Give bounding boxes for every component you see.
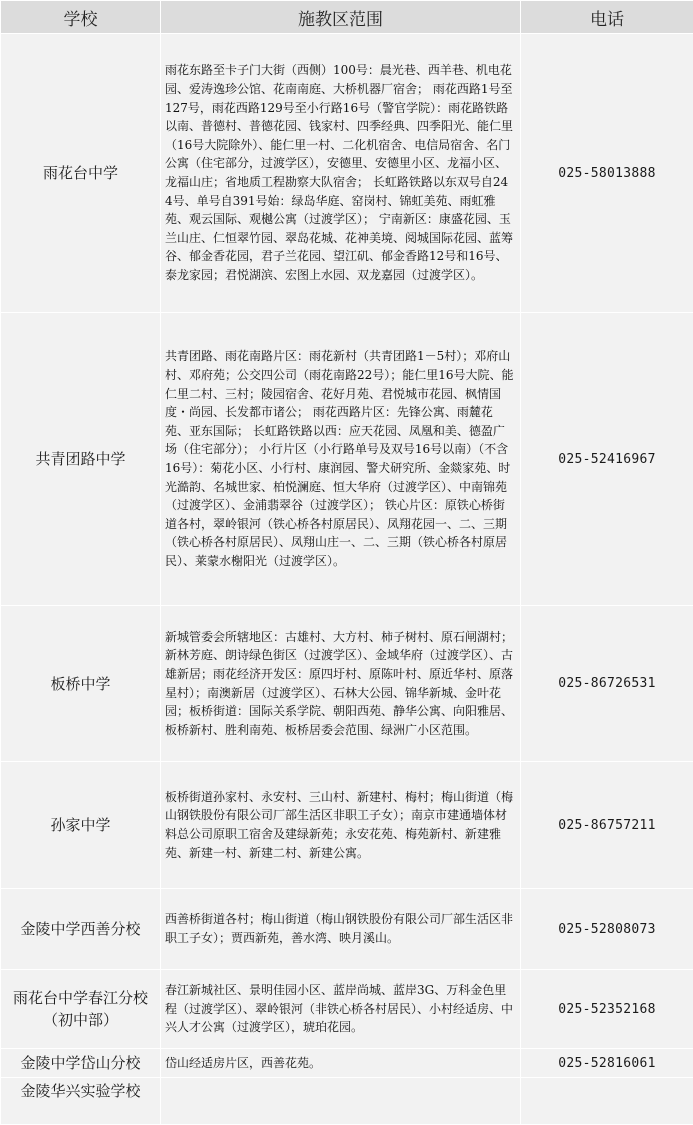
phone-number [521, 1078, 693, 1125]
school-name: 孙家中学 [1, 762, 161, 889]
phone-number: 025-52816061 [521, 1049, 693, 1078]
header-row [1, 1, 693, 34]
table-row [1, 970, 693, 1049]
school-name: 金陵华兴实验学校 [1, 1078, 161, 1125]
district-range: 雨花东路至卡子门大街（西侧）100号：晨光巷、西羊巷、机电花园、爱涛逸珍公馆、花南南庭、大桥机器厂宿舍； 雨花西路1号至127号，雨花西路129号至小行路16号（警官学院）：雨花路铁路以南、普德村、普德花园、钱家村、四季经典、四季阳光、能仁里（16号大院除外）、能仁里一村、二化机宿舍、电信局宿舍、名门公寓（住宅部分，过渡学区），安德里、安德里小区、龙福小区、龙福山庄；省地质工程勘察大队宿舍； 长虹路铁路以东双号自244号、单号自391号始：绿岛华庭、窑岗村、锦虹美苑、雨虹雅苑、观云国际、观樾公寓（过渡学区）； 宁南新区：康盛花园、玉兰山庄、仁恒翠竹园、翠岛花城、花神美境、阅城国际花园、蓝筹谷、郁金香花园，君子兰花园、望江矶、郁金香路12号和16号、泰龙家园；君悦湖滨、宏图上水园、双龙嘉园（过渡学区）。 [161, 34, 521, 313]
phone-number: 025-52808073 [521, 889, 693, 970]
phone-number: 025-86726531 [521, 606, 693, 762]
district-range: 西善桥街道各村；梅山街道（梅山钢铁股份有限公司厂部生活区非职工子女）；贾西新苑，善水湾、映月溪山。 [161, 889, 521, 970]
phone-number: 025-86757211 [521, 762, 693, 889]
school-name: 雨花台中学春江分校（初中部） [1, 970, 161, 1049]
phone-number: 025-52416967 [521, 313, 693, 606]
table-row [1, 1078, 693, 1125]
header-area: 施教区范围 [161, 1, 521, 34]
table-row [1, 606, 693, 762]
district-range: 板桥街道孙家村、永安村、三山村、新建村、梅村；梅山街道（梅山钢铁股份有限公司厂部生活区非职工子女）；南京市建通墙体材料总公司原职工宿舍及建绿新苑；永安花苑、梅苑新村、新建雅苑、新建一村、新建二村、新建公寓。 [161, 762, 521, 889]
table-row [1, 889, 693, 970]
school-name: 金陵中学岱山分校 [1, 1049, 161, 1078]
table-row [1, 762, 693, 889]
school-name: 板桥中学 [1, 606, 161, 762]
phone-number: 025-52352168 [521, 970, 693, 1049]
table-row [1, 313, 693, 606]
header-phone: 电话 [521, 1, 693, 34]
district-range: 岱山经适房片区，西善花苑。 [161, 1049, 521, 1078]
header-school: 学校 [1, 1, 161, 34]
district-range: 春江新城社区、景明佳园小区、蓝岸尚城、蓝岸3G、万科金色里程（过渡学区）、翠岭银河（非铁心桥各村居民）、小村经适房、中兴人才公寓（过渡学区），琥珀花园。 [161, 970, 521, 1049]
school-name: 雨花台中学 [1, 34, 161, 313]
school-name: 金陵中学西善分校 [1, 889, 161, 970]
district-range: 共青团路、雨花南路片区：雨花新村（共青团路1－5村）；邓府山村、邓府苑；公交四公司（雨花南路22号）；能仁里16号大院、能仁里二村、三村；陵园宿舍、花好月苑、君悦城市花园、枫情国度・尚园、长发都市诸公； 雨花西路片区：先锋公寓、雨麓花苑、亚东国际； 长虹路铁路以西：应天花园、凤凰和美、德盈广场（住宅部分）； 小行片区（小行路单号及双号16号以南）（不含16号）：菊花小区、小行村、康润园、警犬研究所、金燚家苑、时光澔韵、名城世家、柏悦澜庭、恒大华府（过渡学区）、中南锦苑（过渡学区）、金浦翡翠谷（过渡学区）； 铁心片区：原铁心桥街道各村，翠岭银河（铁心桥各村原居民）、凤翔花园一、二、三期（铁心桥各村原居民）、凤翔山庄一、二、三期（铁心桥各村原居民）、莱蒙水榭阳光（过渡学区）。 [161, 313, 521, 606]
district-range: 新城管委会所辖地区：古雄村、大方村、柿子树村、原石闸湖村；新林芳庭、朗诗绿色街区（过渡学区）、金域华府（过渡学区）、古雄新居；雨花经济开发区：原四圩村、原陈叶村、原近华村、原落星村）；南澳新居（过渡学区）、石林大公园、锦华新城、金叶花园；板桥街道：国际关系学院、朝阳西苑、静华公寓、向阳雅居、板桥新村、胜利南苑、板桥居委会范围、绿洲广小区范围。 [161, 606, 521, 762]
table-row [1, 1049, 693, 1078]
school-name: 共青团路中学 [1, 313, 161, 606]
phone-number: 025-58013888 [521, 34, 693, 313]
table-row [1, 34, 693, 313]
district-range [161, 1078, 521, 1125]
